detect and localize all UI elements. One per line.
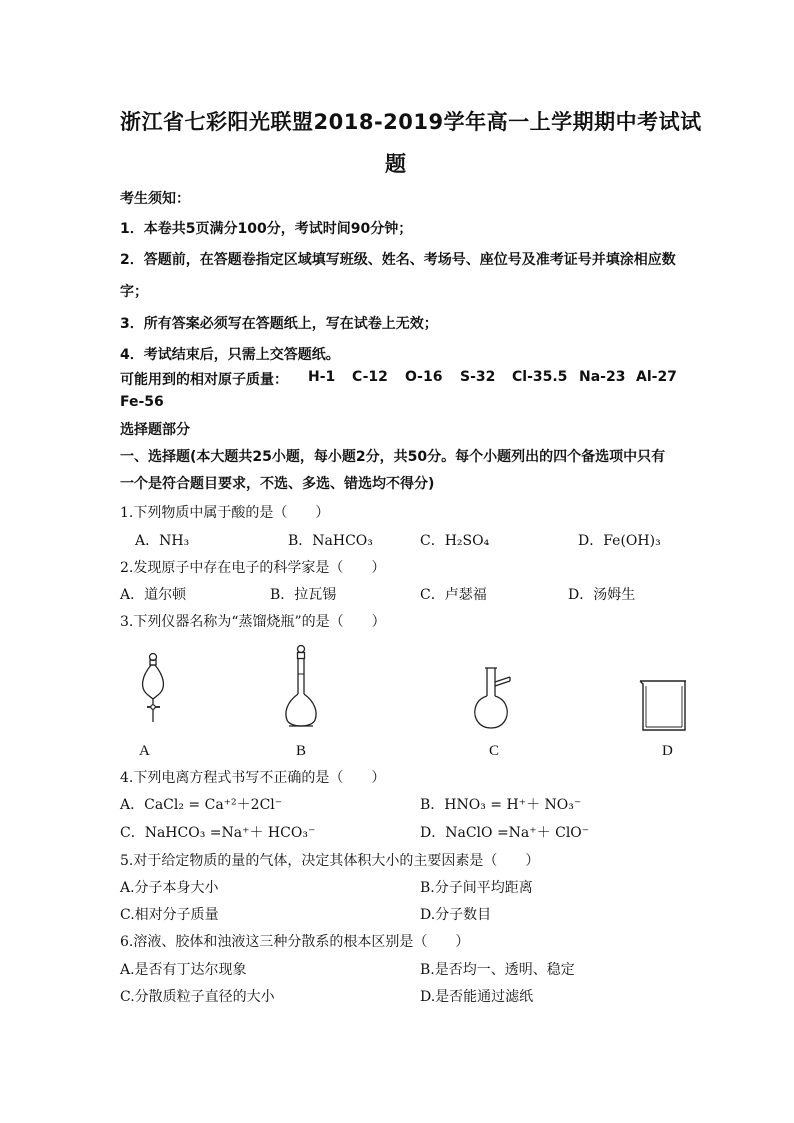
option-b: B．拉瓦锡 <box>270 587 337 603</box>
atomic-mass-value: Cl-35.5 <box>512 369 568 385</box>
option-c: C．H₂SO₄ <box>420 533 490 549</box>
question-stem: 5.对于给定物质的量的气体，决定其体积大小的主要因素是（ ） <box>120 853 540 869</box>
atomic-mass-value: S-32 <box>460 369 496 385</box>
notice-item: 1．本卷共5页满分100分，考试时间90分钟； <box>120 221 413 237</box>
apparatus-label-c: C <box>489 743 500 759</box>
atomic-mass-value: Al-27 <box>636 369 677 385</box>
question-stem: 3.下列仪器名称为“蒸馏烧瓶”的是（ ） <box>120 614 386 630</box>
option-a: A.分子本身大小 <box>120 880 219 896</box>
option-a: A．道尔顿 <box>120 587 187 603</box>
section-heading: 一个是符合题目要求，不选、多选、错选均不得分) <box>120 476 435 492</box>
option-b: B．NaHCO₃ <box>288 533 373 549</box>
atomic-mass-label: 可能用到的相对原子质量： <box>120 372 288 388</box>
notice-item: 字； <box>120 284 148 300</box>
option-a: A．NH₃ <box>135 533 190 549</box>
atomic-mass-value: C-12 <box>352 369 388 385</box>
question-stem: 1.下列物质中属于酸的是（ ） <box>120 505 330 521</box>
section-heading: 一、选择题(本大题共25小题，每小题2分，共50分。每个小题列出的四个备选项中只有 <box>120 449 666 465</box>
atomic-mass-value: Fe-56 <box>120 394 164 410</box>
beaker-icon <box>638 678 690 734</box>
option-d: D．NaClO =Na⁺＋ ClO⁻ <box>420 825 590 841</box>
option-b: B.分子间平均距离 <box>420 880 533 896</box>
atomic-mass-value: H-1 <box>308 369 336 385</box>
apparatus-label-b: B <box>296 743 307 759</box>
page-title-continuation: 题 <box>385 152 407 176</box>
atomic-mass-value: Na-23 <box>579 369 626 385</box>
volumetric-flask-icon <box>283 644 319 734</box>
notice-item: 3．所有答案必须写在答题纸上，写在试卷上无效； <box>120 316 438 332</box>
apparatus-label-d: D <box>662 743 673 759</box>
option-c: C．卢瑟福 <box>420 587 487 603</box>
option-b: B.是否均一、透明、稳定 <box>420 962 575 978</box>
distillation-flask-icon <box>470 666 520 732</box>
question-stem: 6.溶液、胶体和浊液这三种分散系的根本区别是（ ） <box>120 934 470 950</box>
option-c: C.相对分子质量 <box>120 907 219 923</box>
option-d: D.是否能通过滤纸 <box>420 989 534 1005</box>
question-stem: 2.发现原子中存在电子的科学家是（ ） <box>120 560 386 576</box>
apparatus-label-a: A <box>139 743 150 759</box>
notice-item: 4．考试结束后，只需上交答题纸。 <box>120 347 340 363</box>
notice-item: 2．答题前，在答题卷指定区域填写班级、姓名、考场号、座位号及准考证号并填涂相应数 <box>120 252 676 268</box>
option-b: B．HNO₃ = H⁺＋ NO₃⁻ <box>420 797 582 813</box>
page-title: 浙江省七彩阳光联盟2018-2019学年高一上学期期中考试试 <box>120 110 702 134</box>
separatory-funnel-icon <box>136 652 172 724</box>
atomic-mass-value: O-16 <box>405 369 443 385</box>
notice-heading: 考生须知： <box>120 191 190 207</box>
option-d: D．汤姆生 <box>568 587 636 603</box>
option-a: A．CaCl₂ = Ca⁺²＋2Cl⁻ <box>120 797 283 813</box>
option-d: D．Fe(OH)₃ <box>578 533 661 549</box>
option-a: A.是否有丁达尔现象 <box>120 962 247 978</box>
option-c: C．NaHCO₃ =Na⁺＋ HCO₃⁻ <box>120 825 316 841</box>
question-stem: 4.下列电离方程式书写不正确的是（ ） <box>120 770 386 786</box>
section-name: 选择题部分 <box>120 422 190 438</box>
option-d: D.分子数目 <box>420 907 492 923</box>
option-c: C.分散质粒子直径的大小 <box>120 989 275 1005</box>
